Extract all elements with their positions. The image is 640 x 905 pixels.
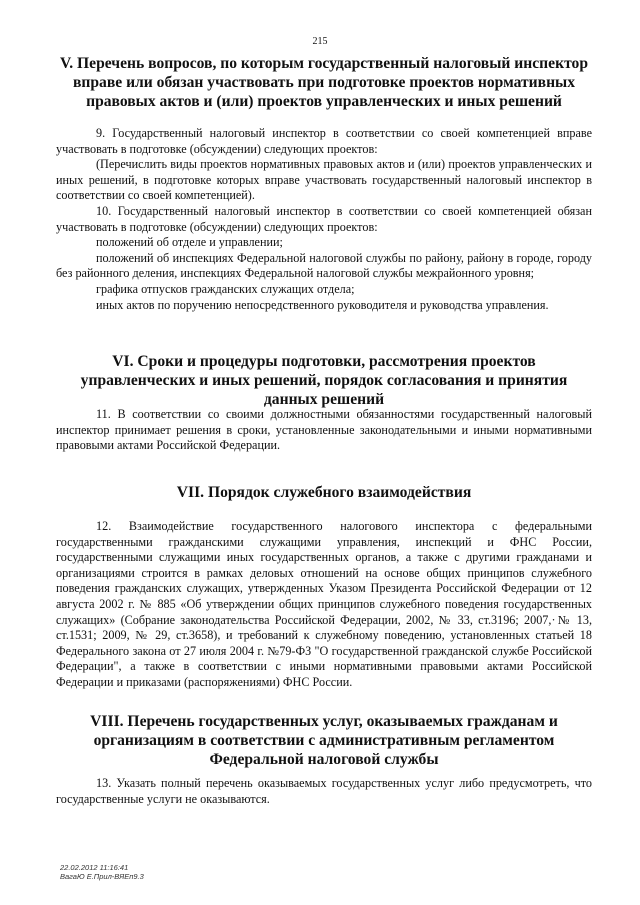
paragraph-10-item-3: графика отпусков гражданских служащих отдела; bbox=[96, 281, 355, 296]
page-number: 215 bbox=[312, 36, 328, 47]
footer-timestamp: 22.02.2012 11:16:41 bbox=[60, 863, 129, 872]
section-heading-vi: VI. Сроки и процедуры подготовки, рассмотрения проектов управленческих и иных решений, порядок согласования и принятия данных решений bbox=[80, 353, 568, 408]
section-vi-body bbox=[56, 407, 592, 454]
section-heading-v-block bbox=[56, 54, 592, 111]
paragraph-9-note: (Перечислить виды проектов нормативных правовых актов и (или) проектов управленческих и иных решений, в подготовке которых вправе участвовать государственный налоговый инспектор в соответствии со своей компетенцией). bbox=[56, 157, 592, 203]
paragraph-13: 13. Указать полный перечень оказываемых государственных услуг либо предусмотреть, что государственные услуги не оказываются. bbox=[56, 776, 592, 806]
footer-file-reference: ВагаЮ Е.Прил-ВЯЕп9.3 bbox=[60, 872, 144, 881]
section-heading-vi-block bbox=[56, 352, 592, 409]
paragraph-10-item-4: иных актов по поручению непосредственного руководителя и руководства управления. bbox=[96, 297, 549, 312]
section-heading-v: V. Перечень вопросов, по которым государственный налоговый инспектор вправе или обязан участвовать при подготовке проектов нормативных правовых актов и (или) проектов управленческих и иных решений bbox=[59, 55, 588, 110]
section-vii-body bbox=[56, 519, 592, 691]
section-heading-viii: VIII. Перечень государственных услуг, оказываемых гражданам и организациям в соответствии с административным регламентом Федеральной налоговой службы bbox=[90, 713, 558, 768]
section-viii-body bbox=[56, 776, 592, 807]
paragraph-11: 11. В соответствии со своими должностными обязанностями государственный налоговый инспектор принимает решения в сроки, установленные законодательными и иными нормативными правовыми актами Российской Федерации. bbox=[56, 407, 592, 453]
paragraph-9: 9. Государственный налоговый инспектор в соответствии со своей компетенцией вправе участвовать в подготовке (обсуждении) следующих проектов: bbox=[56, 126, 592, 156]
paragraph-10-item-2: положений об инспекциях Федеральной налоговой службы по району, району в городе, городу без районного деления, инспекциях Федеральной налоговой службы межрайонного уровня; bbox=[56, 250, 592, 281]
section-heading-vii-block bbox=[56, 483, 592, 502]
document-footer bbox=[60, 863, 144, 881]
paragraph-12: 12. Взаимодействие государственного налогового инспектора с федеральными государственными гражданскими служащими управления, инспекций и ФНС России, государственными служащими иных государственных органов, а также с другими гражданами и организациями строится в рамках деловых отношений на основе общих принципов служебного поведения гражданских служащих, утвержденных Указом Президента Российской Федерации от 12 августа 2002 г. № 885 «Об утверждении общих принципов служебного поведения государственных служащих» (Собрание законодательства Российской Федерации, 2002, № 33, ст.3196; 2007,·№ 13, ст.1531; 2009, № 29, ст.3658), и требований к служебному поведению, установленных статьей 18 Федерального закона от 27 июля 2004 г. №79-ФЗ "О государственной гражданской службе Российской Федерации", а также в соответствии с иными нормативными правовыми актами Российской Федерации и приказами (распоряжениями) ФНС России. bbox=[56, 519, 592, 689]
section-heading-vii: VII. Порядок служебного взаимодействия bbox=[176, 484, 472, 501]
section-v-body bbox=[56, 126, 592, 313]
paragraph-10-item-1: положений об отделе и управлении; bbox=[96, 235, 283, 250]
section-heading-viii-block bbox=[56, 712, 592, 769]
paragraph-10: 10. Государственный налоговый инспектор в соответствии со своей компетенцией обязан участвовать в подготовке (обсуждении) следующих проектов: bbox=[56, 203, 592, 234]
